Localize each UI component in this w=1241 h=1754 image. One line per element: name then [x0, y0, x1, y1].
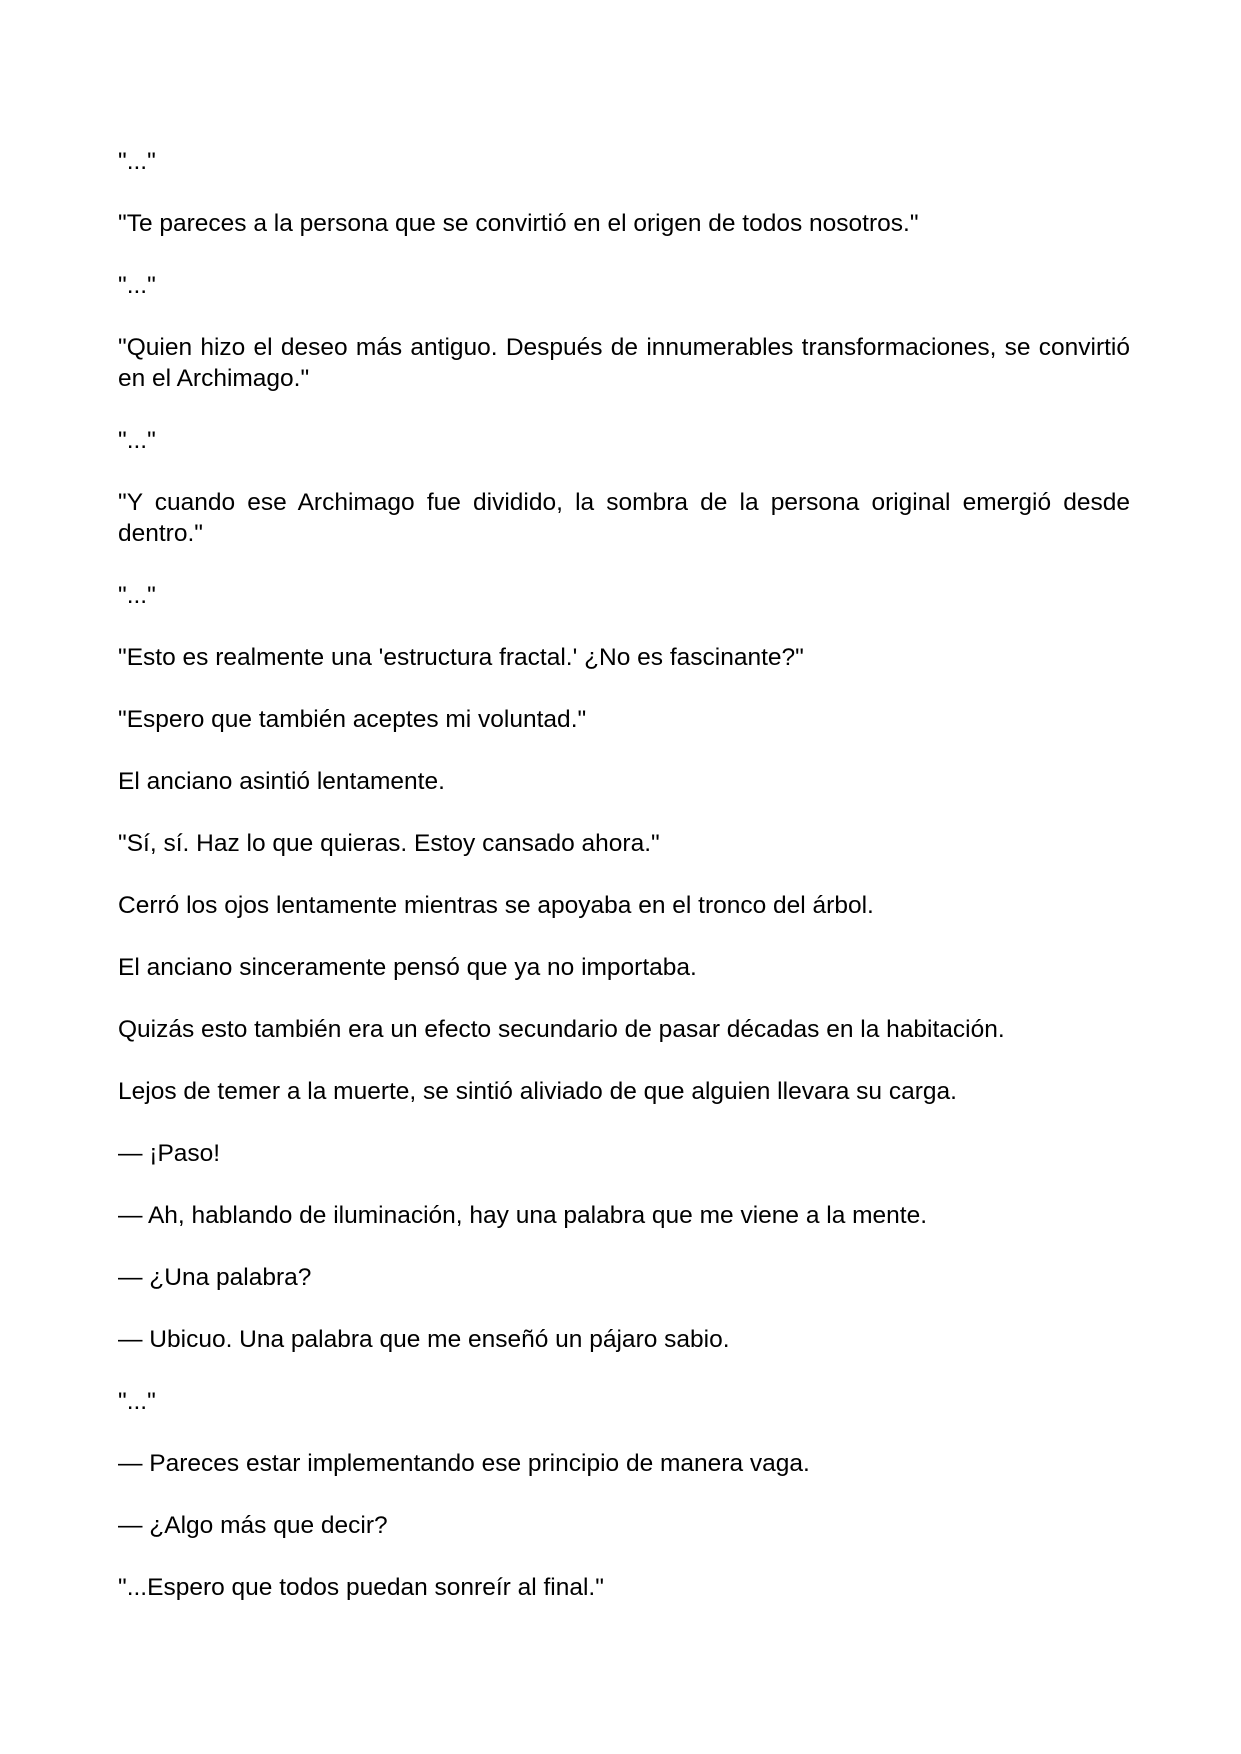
document-body [118, 146, 1130, 1634]
paragraph: "..." [118, 1388, 156, 1415]
paragraph: "Te pareces a la persona que se convirtió en el origen de todos nosotros." [118, 210, 919, 237]
paragraph: El anciano sinceramente pensó que ya no importaba. [118, 954, 697, 981]
paragraph: Lejos de temer a la muerte, se sintió aliviado de que alguien llevara su carga. [118, 1078, 957, 1105]
paragraph: Quizás esto también era un efecto secundario de pasar décadas en la habitación. [118, 1016, 1005, 1043]
paragraph: — ¿Algo más que decir? [118, 1512, 388, 1539]
paragraph: "..." [118, 148, 156, 175]
paragraph: — ¡Paso! [118, 1140, 221, 1167]
paragraph: "..." [118, 427, 156, 454]
paragraph: "Espero que también aceptes mi voluntad." [118, 706, 587, 733]
paragraph: — ¿Una palabra? [118, 1264, 312, 1291]
paragraph: El anciano asintió lentamente. [118, 768, 445, 795]
paragraph: "Quien hizo el deseo más antiguo. Después de innumerables transformaciones, se convirtió en el Archimago." [118, 334, 1130, 392]
paragraph: — Ah, hablando de iluminación, hay una palabra que me viene a la mente. [118, 1202, 928, 1229]
paragraph: "...Espero que todos puedan sonreír al final." [118, 1574, 604, 1601]
paragraph: "Y cuando ese Archimago fue dividido, la sombra de la persona original emergió desde dentro." [118, 489, 1130, 547]
paragraph: — Pareces estar implementando ese principio de manera vaga. [118, 1450, 810, 1477]
paragraph: — Ubicuo. Una palabra que me enseñó un pájaro sabio. [118, 1326, 730, 1353]
paragraph: Cerró los ojos lentamente mientras se apoyaba en el tronco del árbol. [118, 892, 874, 919]
paragraph: "..." [118, 272, 156, 299]
paragraph: "Esto es realmente una 'estructura fractal.' ¿No es fascinante?" [118, 644, 804, 671]
paragraph: "Sí, sí. Haz lo que quieras. Estoy cansado ahora." [118, 830, 660, 857]
paragraph: "..." [118, 582, 156, 609]
